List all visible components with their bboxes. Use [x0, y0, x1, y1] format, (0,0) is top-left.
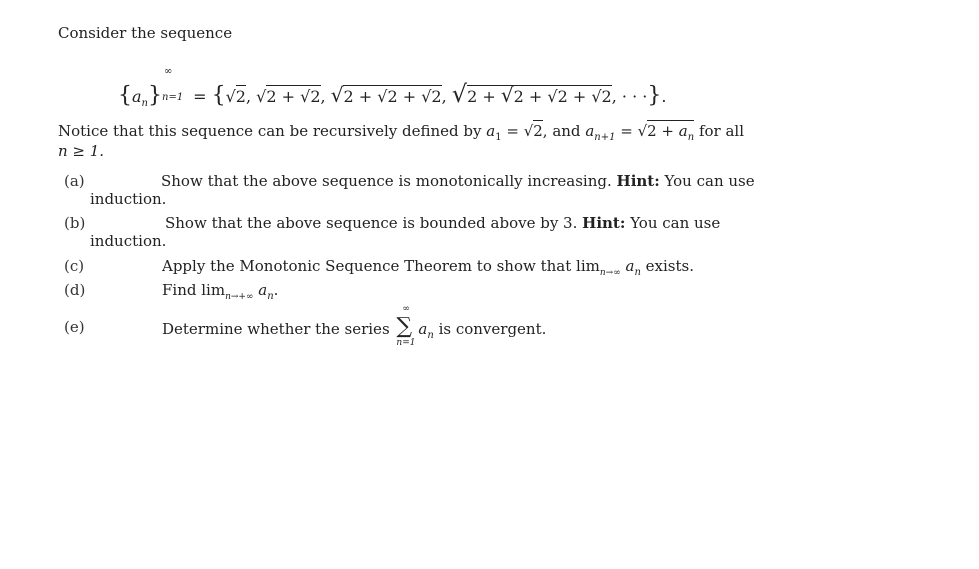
notice-rad1: 2 [533, 122, 543, 140]
term-2: √2 + √2 [256, 87, 321, 106]
term-1: √2 [225, 87, 246, 106]
t4-inner-prefix: 2 + [557, 87, 592, 106]
part-d-text [162, 281, 278, 302]
notice-rad2-prefix: 2 + [647, 122, 679, 140]
notice-rad2-var: a [678, 122, 688, 140]
part-b-main: Show that the above sequence is bounded above by 3. [165, 214, 578, 232]
part-a-main: Show that the above sequence is monotonically increasing. [161, 172, 612, 190]
notice-eq1: = [501, 122, 524, 140]
part-d-var: a [258, 281, 268, 299]
part-b-label: (b) [64, 214, 86, 232]
equals-sign: = [193, 87, 207, 106]
t3-prefix: 2 + [343, 87, 378, 106]
sequence-formula [118, 66, 667, 109]
notice-text-1: Notice that this sequence can be recursively defined by [58, 122, 487, 140]
part-b-hint-text: You can use [630, 214, 721, 232]
t3-comma: , [441, 87, 447, 106]
lhs-close-brace: } [148, 83, 162, 108]
part-c-label: (c) [64, 257, 85, 275]
part-c-var-sub: n [634, 267, 641, 278]
term-4: √2 + √2 + √2 + √2 [451, 80, 612, 108]
notice-line-1: Notice that this sequence can be recursively defined by $a_1 = √2$, and $a_{n+1} = √2 + a_n$ for all [58, 122, 745, 143]
term-3: √2 + √2 + √2 [330, 83, 442, 107]
set-open-brace: { [211, 83, 226, 108]
t2-rad: 2 [310, 87, 321, 106]
part-d-post: . [273, 281, 279, 299]
t1-comma: , [245, 87, 252, 106]
part-a-hint-label: Hint: [616, 172, 660, 190]
notice-eq2: = [615, 122, 638, 140]
notice-text-2: , and [542, 122, 586, 140]
t2-comma: , [320, 87, 326, 106]
part-c-text [162, 257, 694, 278]
t4-prefix: 2 + [467, 87, 501, 106]
part-d-lim-sub: n→+∞ [225, 292, 254, 302]
part-d-pre: Find lim [162, 281, 226, 299]
part-d-var-sub: n [267, 291, 274, 302]
part-e-post: is convergent. [433, 320, 547, 338]
part-d-label: (d) [64, 281, 86, 299]
t3-inner-prefix: 2 + [387, 87, 422, 106]
part-a-hint-text: You can use [664, 172, 755, 190]
t1-rad: 2 [235, 87, 246, 106]
sum-sub: n=1 [396, 338, 416, 348]
sum-sign: ∑ [396, 314, 413, 339]
part-a-continuation: induction. [90, 190, 167, 208]
t4-mid-prefix: 2 + [513, 87, 548, 106]
part-a-label: (a) [64, 172, 85, 190]
part-e-var: a [418, 320, 428, 338]
lhs-open-brace: { [118, 83, 132, 108]
part-e-text [162, 304, 547, 348]
t3-rad: 2 [431, 87, 442, 106]
intro-text: Consider the sequence [58, 24, 233, 42]
notice-a1-sub: 1 [495, 132, 502, 143]
set-close-brace: } [647, 83, 662, 108]
lhs-var: a [132, 87, 142, 106]
notice-an1-sub: n+1 [594, 132, 616, 143]
lhs-sub: n [141, 98, 148, 109]
t4-comma: , [611, 87, 617, 106]
part-b-continuation: induction. [90, 232, 167, 250]
sum-sup: ∞ [402, 304, 410, 314]
part-c-var: a [625, 257, 635, 275]
ellipsis: · · · [621, 87, 648, 106]
t2-prefix: 2 + [266, 87, 301, 106]
notice-line-2: n ≥ 1. [58, 142, 105, 160]
part-e-label: (e) [64, 318, 85, 336]
notice-an1: a [585, 122, 595, 140]
notice-text-3: for all [694, 122, 745, 140]
part-a-text [161, 172, 755, 190]
t4-rad: 2 [601, 87, 612, 106]
part-c-lim-sub: n→∞ [599, 268, 621, 278]
lhs-sup: ∞ [164, 66, 173, 77]
notice-rad2-sub: n [687, 132, 695, 143]
part-e-pre: Determine whether the series [162, 320, 395, 338]
lhs-lower: n=1 [162, 92, 184, 103]
part-b-hint-label: Hint: [582, 214, 626, 232]
part-b-text [165, 214, 720, 232]
notice-a1: a [486, 122, 496, 140]
sum-symbol [394, 304, 418, 348]
part-c-pre: Apply the Monotonic Sequence Theorem to show that lim [162, 257, 600, 275]
part-e-var-sub: n [427, 330, 434, 341]
part-c-post: exists. [640, 257, 694, 275]
formula-period: . [661, 87, 667, 106]
